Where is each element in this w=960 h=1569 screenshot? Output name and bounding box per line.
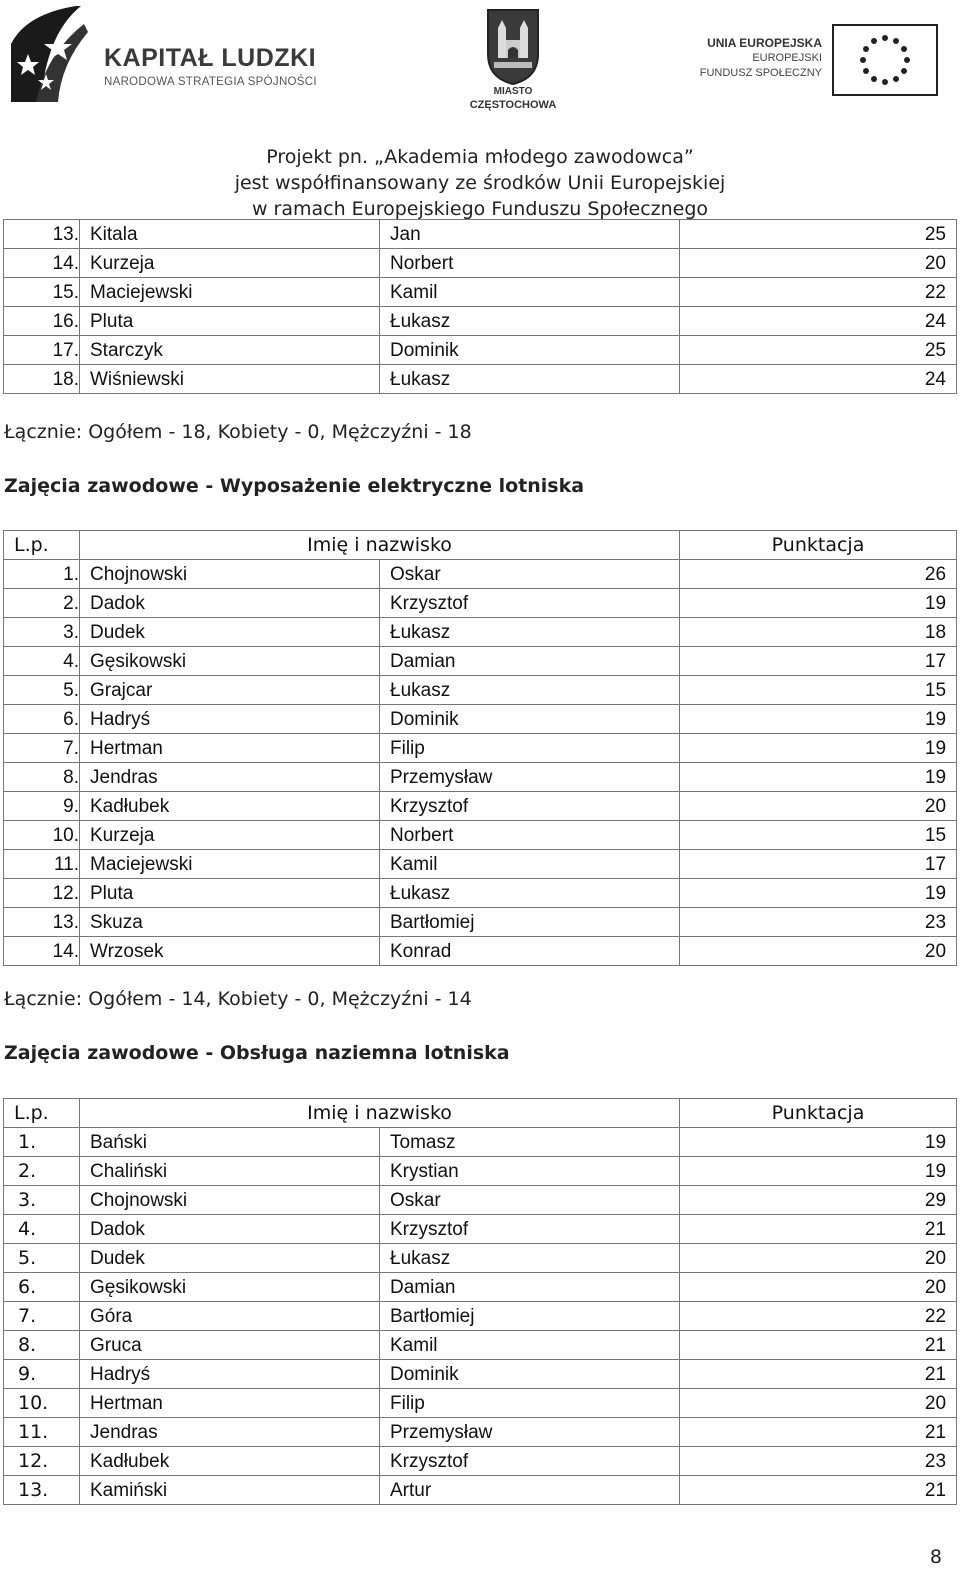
table-row xyxy=(4,821,957,850)
row-surname: Pluta xyxy=(80,879,380,908)
row-surname: Maciejewski xyxy=(80,278,380,307)
table-row xyxy=(4,307,957,336)
row-first-name: Łukasz xyxy=(380,618,680,647)
row-first-name: Kamil xyxy=(380,278,680,307)
row-score: 21 xyxy=(680,1476,957,1505)
table-row xyxy=(4,1128,957,1157)
electrical-participants-table xyxy=(3,530,957,966)
row-score: 15 xyxy=(680,676,957,705)
row-lp: 6. xyxy=(4,705,80,734)
table-row xyxy=(4,1215,957,1244)
row-score: 19 xyxy=(680,734,957,763)
section-heading-electrical: Zajęcia zawodowe - Wyposażenie elektryczne lotniska xyxy=(4,475,585,497)
row-score: 29 xyxy=(680,1186,957,1215)
row-surname: Skuza xyxy=(80,908,380,937)
row-first-name: Łukasz xyxy=(380,1244,680,1273)
row-surname: Starczyk xyxy=(80,336,380,365)
row-surname: Chaliński xyxy=(80,1157,380,1186)
summary-total-1: Łącznie: Ogółem - 18, Kobiety - 0, Mężczyźni - 18 xyxy=(4,421,472,443)
table-row xyxy=(4,1157,957,1186)
table-row xyxy=(4,676,957,705)
row-first-name: Krystian xyxy=(380,1157,680,1186)
row-first-name: Oskar xyxy=(380,560,680,589)
row-first-name: Krzysztof xyxy=(380,1447,680,1476)
table-row xyxy=(4,618,957,647)
row-score: 22 xyxy=(680,278,957,307)
row-score: 20 xyxy=(680,1389,957,1418)
row-first-name: Bartłomiej xyxy=(380,908,680,937)
row-lp: 11. xyxy=(4,850,80,879)
czestochowa-logo xyxy=(458,6,568,110)
row-lp: 7. xyxy=(4,1302,80,1331)
row-score: 21 xyxy=(680,1331,957,1360)
row-surname: Hadryś xyxy=(80,705,380,734)
row-surname: Dadok xyxy=(80,589,380,618)
row-score: 19 xyxy=(680,879,957,908)
table-row xyxy=(4,249,957,278)
row-lp: 17. xyxy=(4,336,80,365)
row-surname: Chojnowski xyxy=(80,1186,380,1215)
row-surname: Kamiński xyxy=(80,1476,380,1505)
table-row xyxy=(4,647,957,676)
header-score: Punktacja xyxy=(680,531,957,560)
row-lp: 7. xyxy=(4,734,80,763)
row-lp: 8. xyxy=(4,763,80,792)
row-lp: 8. xyxy=(4,1331,80,1360)
row-score: 19 xyxy=(680,763,957,792)
table-row xyxy=(4,365,957,394)
row-first-name: Norbert xyxy=(380,821,680,850)
row-lp: 14. xyxy=(4,937,80,966)
kapital-ludzki-title: KAPITAŁ LUDZKI xyxy=(104,44,317,72)
table-row xyxy=(4,937,957,966)
table-row xyxy=(4,908,957,937)
row-score: 25 xyxy=(680,220,957,249)
row-surname: Chojnowski xyxy=(80,560,380,589)
row-surname: Dadok xyxy=(80,1215,380,1244)
ue-title: UNIA EUROPEJSKA xyxy=(707,36,822,50)
row-surname: Kurzeja xyxy=(80,249,380,278)
row-first-name: Krzysztof xyxy=(380,792,680,821)
header-name: Imię i nazwisko xyxy=(80,531,680,560)
row-surname: Hadryś xyxy=(80,1360,380,1389)
row-lp: 6. xyxy=(4,1273,80,1302)
row-lp: 14. xyxy=(4,249,80,278)
header-lp: L.p. xyxy=(4,1099,80,1128)
row-first-name: Przemysław xyxy=(380,763,680,792)
row-lp: 10. xyxy=(4,1389,80,1418)
row-surname: Góra xyxy=(80,1302,380,1331)
row-surname: Kadłubek xyxy=(80,792,380,821)
row-lp: 10. xyxy=(4,821,80,850)
row-surname: Jendras xyxy=(80,763,380,792)
row-first-name: Damian xyxy=(380,1273,680,1302)
table-row xyxy=(4,560,957,589)
project-title: Projekt pn. „Akademia młodego zawodowca” xyxy=(266,146,694,168)
row-lp: 2. xyxy=(4,589,80,618)
row-surname: Hertman xyxy=(80,1389,380,1418)
row-lp: 12. xyxy=(4,879,80,908)
table-row xyxy=(4,278,957,307)
kapital-ludzki-subtitle: NARODOWA STRATEGIA SPÓJNOŚCI xyxy=(104,76,317,88)
row-surname: Maciejewski xyxy=(80,850,380,879)
table-row xyxy=(4,850,957,879)
row-surname: Kitala xyxy=(80,220,380,249)
row-lp: 13. xyxy=(4,1476,80,1505)
row-lp: 11. xyxy=(4,1418,80,1447)
row-score: 23 xyxy=(680,908,957,937)
row-score: 21 xyxy=(680,1360,957,1389)
row-score: 21 xyxy=(680,1215,957,1244)
row-first-name: Tomasz xyxy=(380,1128,680,1157)
row-score: 24 xyxy=(680,307,957,336)
row-score: 19 xyxy=(680,1128,957,1157)
table-row xyxy=(4,1447,957,1476)
row-first-name: Dominik xyxy=(380,1360,680,1389)
row-surname: Kurzeja xyxy=(80,821,380,850)
row-score: 20 xyxy=(680,937,957,966)
row-surname: Gruca xyxy=(80,1331,380,1360)
row-lp: 9. xyxy=(4,1360,80,1389)
row-first-name: Artur xyxy=(380,1476,680,1505)
row-surname: Bański xyxy=(80,1128,380,1157)
table-row xyxy=(4,1476,957,1505)
row-lp: 3. xyxy=(4,1186,80,1215)
row-surname: Gęsikowski xyxy=(80,1273,380,1302)
row-surname: Dudek xyxy=(80,1244,380,1273)
row-first-name: Kamil xyxy=(380,850,680,879)
row-surname: Gęsikowski xyxy=(80,647,380,676)
row-first-name: Bartłomiej xyxy=(380,1302,680,1331)
table-header-row xyxy=(4,531,957,560)
row-score: 15 xyxy=(680,821,957,850)
row-lp: 12. xyxy=(4,1447,80,1476)
row-score: 20 xyxy=(680,1244,957,1273)
row-first-name: Krzysztof xyxy=(380,1215,680,1244)
row-first-name: Łukasz xyxy=(380,365,680,394)
row-lp: 3. xyxy=(4,618,80,647)
row-first-name: Konrad xyxy=(380,937,680,966)
row-score: 20 xyxy=(680,1273,957,1302)
row-lp: 5. xyxy=(4,676,80,705)
row-first-name: Norbert xyxy=(380,249,680,278)
row-score: 22 xyxy=(680,1302,957,1331)
row-first-name: Filip xyxy=(380,734,680,763)
row-first-name: Łukasz xyxy=(380,676,680,705)
table-row xyxy=(4,220,957,249)
row-lp: 13. xyxy=(4,908,80,937)
row-score: 19 xyxy=(680,1157,957,1186)
row-first-name: Łukasz xyxy=(380,307,680,336)
row-surname: Wrzosek xyxy=(80,937,380,966)
table-row xyxy=(4,734,957,763)
city-label-miasto: MIASTO xyxy=(493,86,533,97)
row-lp: 5. xyxy=(4,1244,80,1273)
row-surname: Grajcar xyxy=(80,676,380,705)
row-lp: 1. xyxy=(4,560,80,589)
row-lp: 4. xyxy=(4,1215,80,1244)
row-first-name: Dominik xyxy=(380,705,680,734)
header-name: Imię i nazwisko xyxy=(80,1099,680,1128)
row-lp: 13. xyxy=(4,220,80,249)
row-lp: 2. xyxy=(4,1157,80,1186)
row-first-name: Damian xyxy=(380,647,680,676)
row-first-name: Kamil xyxy=(380,1331,680,1360)
participants-table-continued xyxy=(3,219,957,394)
table-row xyxy=(4,1389,957,1418)
row-score: 19 xyxy=(680,705,957,734)
row-first-name: Jan xyxy=(380,220,680,249)
row-surname: Wiśniewski xyxy=(80,365,380,394)
table-row xyxy=(4,1302,957,1331)
row-score: 23 xyxy=(680,1447,957,1476)
row-surname: Dudek xyxy=(80,618,380,647)
row-score: 17 xyxy=(680,647,957,676)
row-score: 26 xyxy=(680,560,957,589)
row-surname: Jendras xyxy=(80,1418,380,1447)
header-score: Punktacja xyxy=(680,1099,957,1128)
table-row xyxy=(4,792,957,821)
table-row xyxy=(4,589,957,618)
row-surname: Pluta xyxy=(80,307,380,336)
ue-subtitle-1: EUROPEJSKI xyxy=(752,52,822,64)
row-score: 18 xyxy=(680,618,957,647)
eu-logo xyxy=(688,24,948,104)
row-score: 21 xyxy=(680,1418,957,1447)
row-score: 20 xyxy=(680,249,957,278)
row-score: 24 xyxy=(680,365,957,394)
summary-total-2: Łącznie: Ogółem - 14, Kobiety - 0, Mężczyźni - 14 xyxy=(4,988,472,1010)
city-coat-of-arms-icon xyxy=(458,6,568,86)
table-row xyxy=(4,1186,957,1215)
row-surname: Hertman xyxy=(80,734,380,763)
row-first-name: Dominik xyxy=(380,336,680,365)
ground-handling-participants-table xyxy=(3,1098,957,1505)
table-row xyxy=(4,705,957,734)
row-lp: 1. xyxy=(4,1128,80,1157)
section-heading-ground-handling: Zajęcia zawodowe - Obsługa naziemna lotniska xyxy=(4,1042,510,1064)
row-score: 20 xyxy=(680,792,957,821)
city-label-name: CZĘSTOCHOWA xyxy=(469,99,557,111)
table-row xyxy=(4,1331,957,1360)
table-row xyxy=(4,1360,957,1389)
table-row xyxy=(4,1244,957,1273)
project-fund: w ramach Europejskiego Funduszu Społecznego xyxy=(251,198,709,220)
row-first-name: Łukasz xyxy=(380,879,680,908)
header-lp: L.p. xyxy=(4,531,80,560)
table-row xyxy=(4,1418,957,1447)
kapital-ludzki-logo xyxy=(6,4,346,104)
row-score: 19 xyxy=(680,589,957,618)
row-lp: 16. xyxy=(4,307,80,336)
row-first-name: Oskar xyxy=(380,1186,680,1215)
row-first-name: Przemysław xyxy=(380,1418,680,1447)
table-header-row xyxy=(4,1099,957,1128)
row-first-name: Krzysztof xyxy=(380,589,680,618)
project-cofinancing: jest współfinansowany ze środków Unii Europejskiej xyxy=(234,172,726,194)
row-score: 17 xyxy=(680,850,957,879)
kapital-ludzki-emblem-icon xyxy=(6,4,96,104)
table-row xyxy=(4,763,957,792)
ue-subtitle-2: FUNDUSZ SPOŁECZNY xyxy=(699,67,822,79)
page-number: 8 xyxy=(929,1546,942,1568)
table-row xyxy=(4,1273,957,1302)
table-row xyxy=(4,879,957,908)
row-first-name: Filip xyxy=(380,1389,680,1418)
row-lp: 18. xyxy=(4,365,80,394)
row-lp: 4. xyxy=(4,647,80,676)
row-score: 25 xyxy=(680,336,957,365)
row-lp: 9. xyxy=(4,792,80,821)
row-lp: 15. xyxy=(4,278,80,307)
eu-flag-icon xyxy=(832,24,938,96)
row-surname: Kadłubek xyxy=(80,1447,380,1476)
table-row xyxy=(4,336,957,365)
